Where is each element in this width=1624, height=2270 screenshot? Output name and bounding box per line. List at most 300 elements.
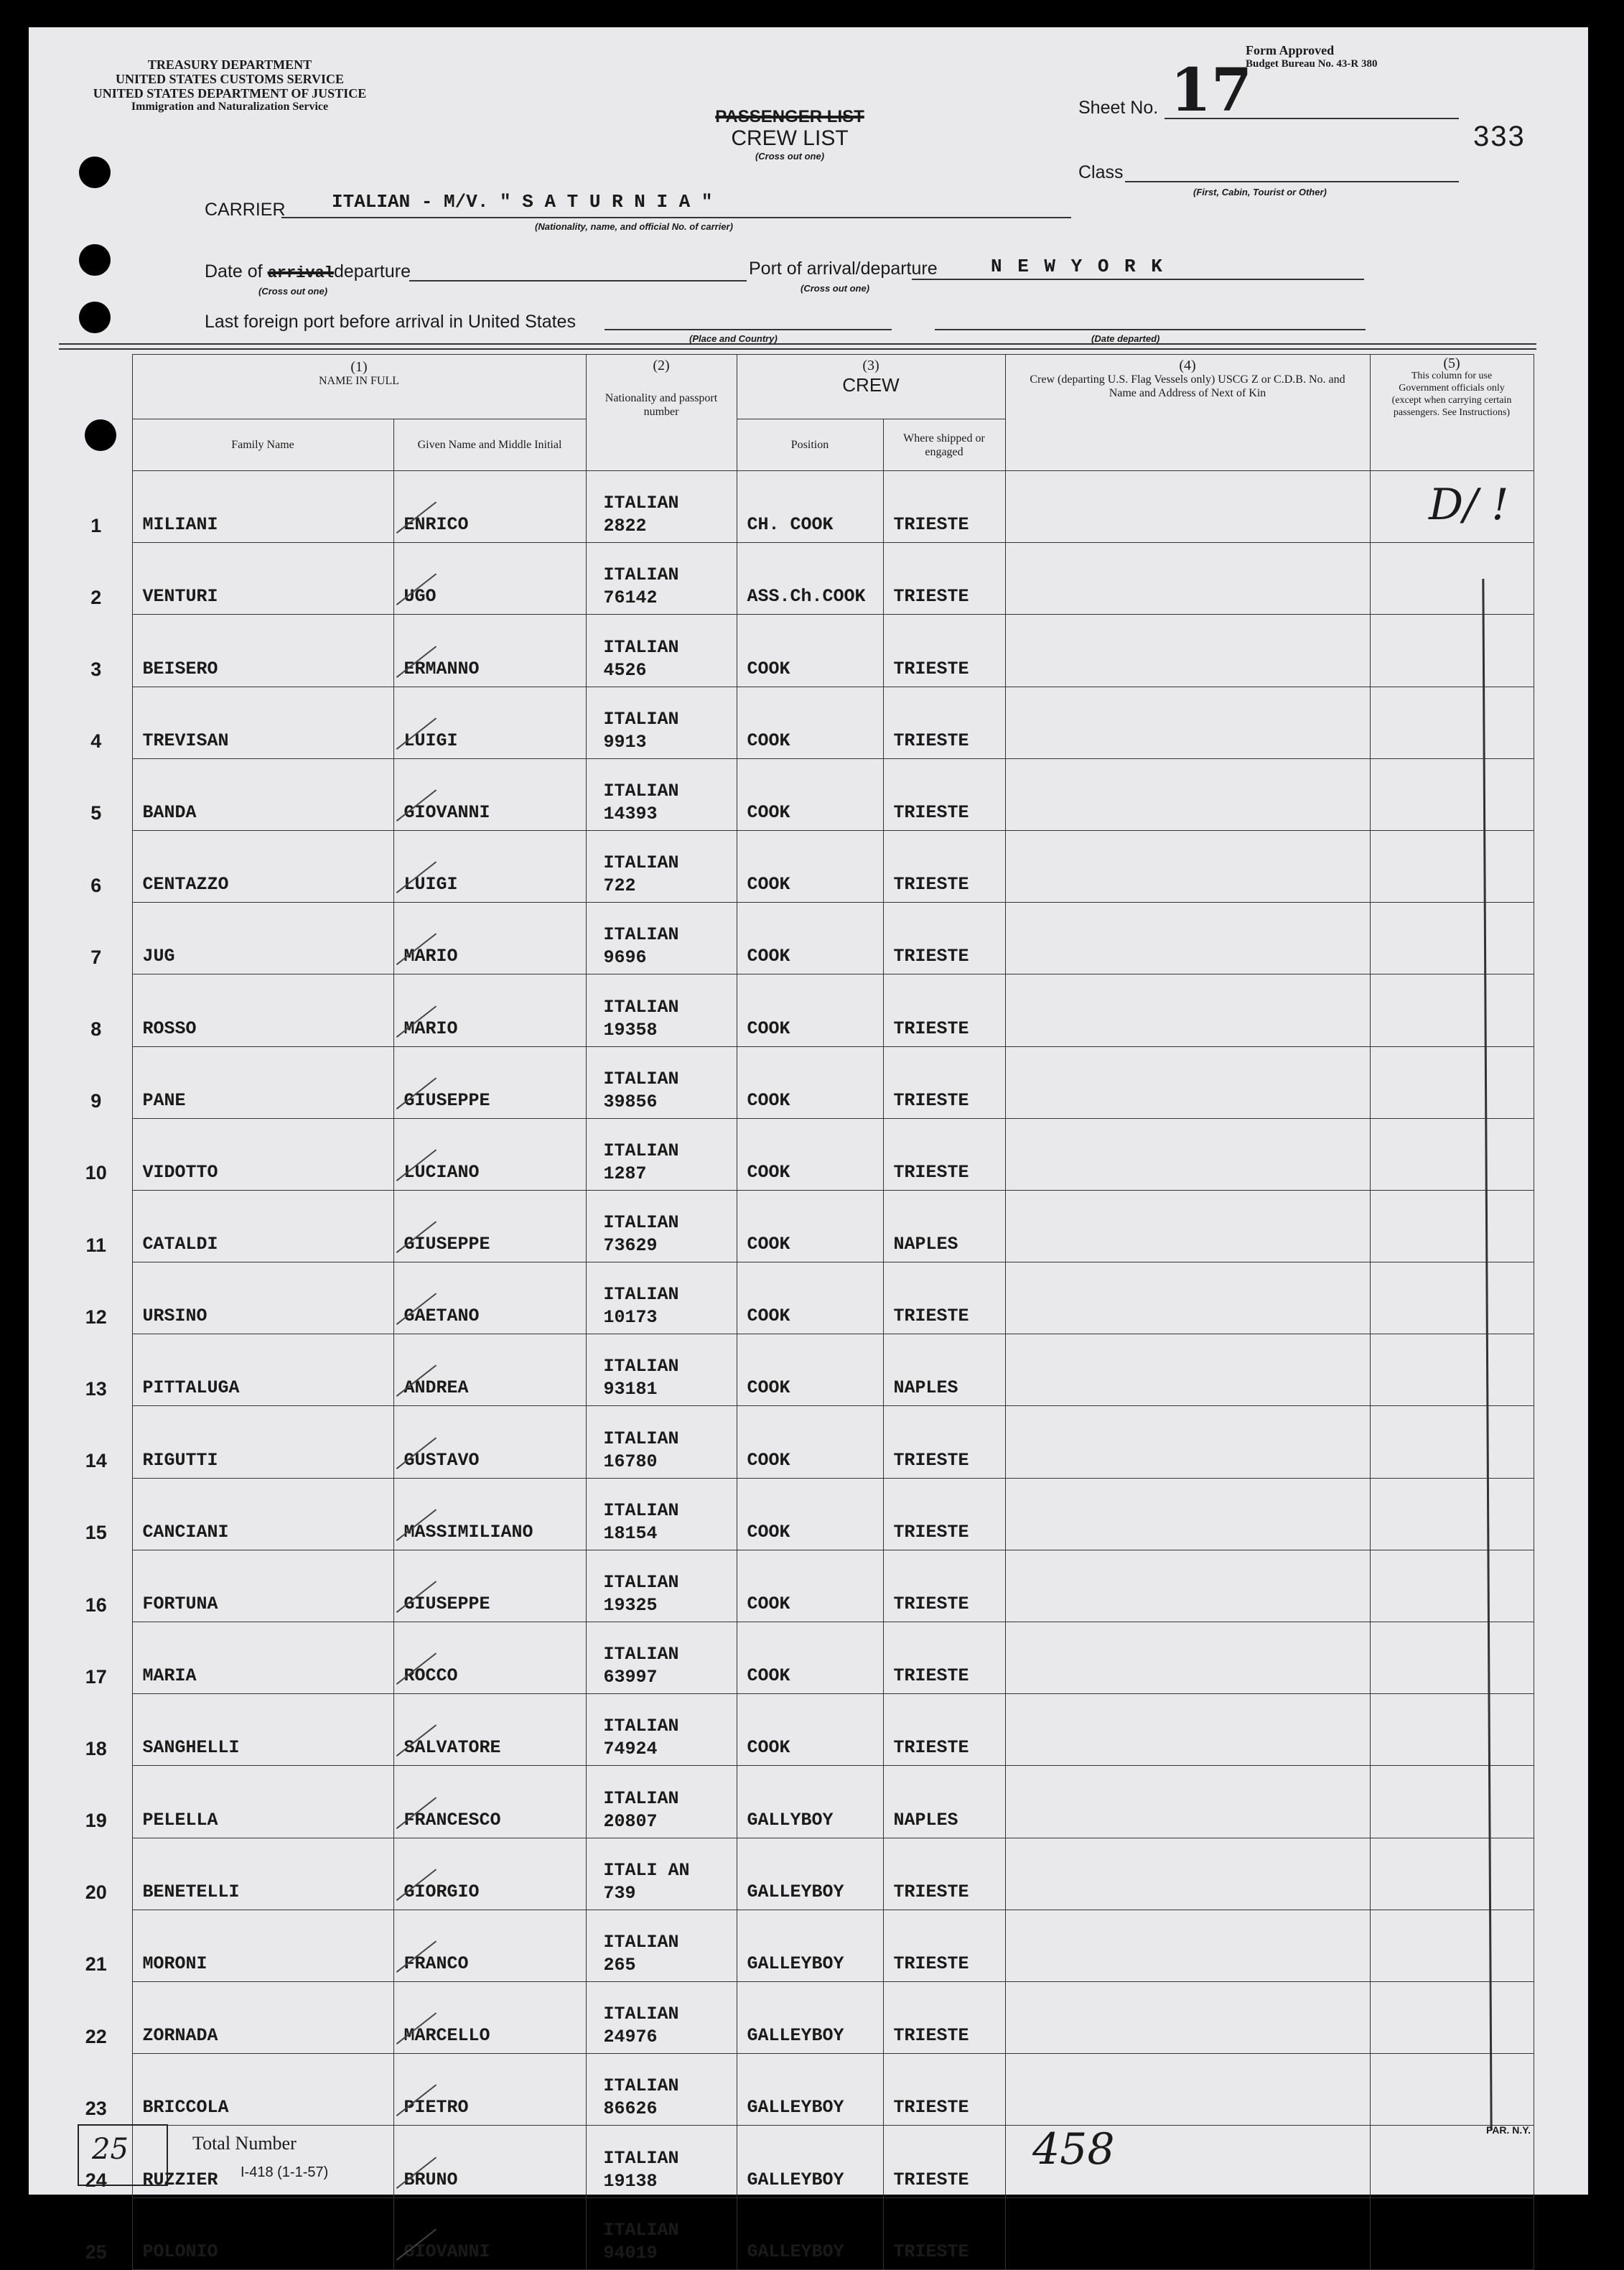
- table-row: [60, 2197, 1534, 2269]
- position: COOK: [737, 1118, 883, 1190]
- given-name-cell: [393, 1406, 586, 1478]
- nationality: ITALI AN: [603, 1859, 690, 1881]
- given-name-cell: [393, 1190, 586, 1262]
- given-name: LUIGI: [403, 874, 458, 896]
- table-row: [60, 2054, 1534, 2126]
- position: GALLYBOY: [737, 1766, 883, 1838]
- nationality: ITALIAN: [603, 708, 679, 730]
- position: COOK: [737, 1190, 883, 1262]
- given-name-cell: [393, 1910, 586, 1981]
- given-name: BRUNO: [403, 2169, 458, 2190]
- given-name: PIETRO: [403, 2097, 469, 2118]
- table-row: [60, 1406, 1534, 1478]
- official-use: [1370, 1262, 1534, 1334]
- nationality-passport: [586, 1910, 737, 1981]
- family-name: VENTURI: [132, 543, 393, 615]
- passport-number: 93181: [603, 1379, 658, 1400]
- col3-header: [737, 355, 1005, 419]
- col1-header: [132, 355, 586, 419]
- given-name-cell: [393, 1766, 586, 1838]
- family-name: URSINO: [132, 1262, 393, 1334]
- table-row: [60, 1838, 1534, 1910]
- given-name-cell: [393, 543, 586, 615]
- given-name: GIOVANNI: [403, 2241, 490, 2262]
- position-header: Position: [737, 419, 883, 471]
- official-use: [1370, 543, 1534, 615]
- form-title: CREW LIST: [731, 126, 849, 150]
- next-of-kin: [1005, 1550, 1370, 1622]
- position: GALLEYBOY: [737, 1981, 883, 2053]
- row-number: 22: [85, 2025, 107, 2047]
- family-name: ZORNADA: [132, 1981, 393, 2053]
- where-shipped-header: Where shipped or engaged: [883, 419, 1005, 471]
- table-row: [60, 615, 1534, 687]
- nationality: ITALIAN: [603, 2147, 679, 2169]
- row-number: 1: [90, 514, 102, 536]
- nationality: ITALIAN: [603, 1284, 679, 1306]
- position: COOK: [737, 1334, 883, 1406]
- col1-title: NAME IN FULL: [319, 375, 399, 387]
- row-number: 24: [85, 2169, 107, 2191]
- given-name-cell: [393, 903, 586, 974]
- next-of-kin: [1005, 687, 1370, 758]
- family-name: SANGHELLI: [132, 1694, 393, 1766]
- nationality-passport: [586, 1046, 737, 1118]
- official-use: [1370, 1910, 1534, 1981]
- passport-number: 73629: [603, 1235, 658, 1257]
- family-name: CANCIANI: [132, 1478, 393, 1550]
- date-label: [205, 261, 411, 282]
- position: COOK: [737, 758, 883, 830]
- family-name: MILIANI: [132, 471, 393, 543]
- given-name: GUSTAVO: [403, 1449, 480, 1471]
- port-label: [749, 259, 938, 279]
- nationality: ITALIAN: [603, 852, 679, 874]
- given-name: MARIO: [403, 1018, 458, 1039]
- given-name-cell: [393, 758, 586, 830]
- nationality: ITALIAN: [603, 924, 679, 946]
- official-use: [1370, 1694, 1534, 1766]
- where-shipped: TRIESTE: [883, 1910, 1005, 1981]
- nationality-passport: [586, 2126, 737, 2197]
- nationality: ITALIAN: [603, 1572, 679, 1593]
- form-approved: [1246, 43, 1378, 70]
- struck-title: PASSENGER LIST: [715, 107, 864, 126]
- row-number: 12: [85, 1306, 107, 1328]
- col3-title: CREW: [842, 374, 900, 396]
- passport-number: 39856: [603, 1091, 658, 1112]
- place-line: [605, 329, 892, 330]
- position: COOK: [737, 1550, 883, 1622]
- table-row: [60, 543, 1534, 615]
- printer-mark: PAR. N.Y.: [1486, 2124, 1531, 2136]
- sheet-label: Sheet No.: [1078, 98, 1159, 118]
- given-name-cell: [393, 1550, 586, 1622]
- crew-table: [60, 354, 1534, 2270]
- nationality-passport: [586, 1262, 737, 1334]
- nationality-passport: [586, 1406, 737, 1478]
- col2-title: Nationality and passport number: [605, 392, 718, 418]
- given-name-cell: [393, 1118, 586, 1190]
- official-use: [1370, 974, 1534, 1046]
- passport-number: 20807: [603, 1810, 658, 1832]
- position: COOK: [737, 615, 883, 687]
- total-box-value: 25: [92, 2133, 129, 2166]
- given-name: UGO: [403, 586, 437, 608]
- next-of-kin: [1005, 2054, 1370, 2126]
- crew-rows: [60, 471, 1534, 2270]
- family-name: MARIA: [132, 1622, 393, 1694]
- agency-line: TREASURY DEPARTMENT: [147, 57, 312, 72]
- given-name-cell: [393, 615, 586, 687]
- table-row: [60, 903, 1534, 974]
- passport-number: 74924: [603, 1739, 658, 1760]
- position: CH. COOK: [737, 471, 883, 543]
- passport-number: 19358: [603, 1019, 658, 1041]
- table-row: [60, 1334, 1534, 1406]
- table-row: [60, 1981, 1534, 2053]
- where-shipped: NAPLES: [883, 1766, 1005, 1838]
- given-name: GIOVANNI: [403, 801, 490, 823]
- official-use: [1370, 1981, 1534, 2053]
- family-name: PANE: [132, 1046, 393, 1118]
- passport-number: 739: [603, 1882, 636, 1904]
- family-name: RIGUTTI: [132, 1406, 393, 1478]
- next-of-kin: [1005, 1406, 1370, 1478]
- passport-number: 16780: [603, 1451, 658, 1472]
- nationality: ITALIAN: [603, 996, 679, 1018]
- document-page: [29, 27, 1588, 2264]
- nationality-passport: [586, 543, 737, 615]
- class-line: [1125, 181, 1459, 182]
- punch-hole: [79, 302, 111, 333]
- passport-number: 14393: [603, 803, 658, 824]
- family-name: BENETELLI: [132, 1838, 393, 1910]
- given-name-cell: [393, 687, 586, 758]
- carrier-value: ITALIAN - M/V. " S A T U R N I A ": [332, 191, 713, 213]
- row-number: 14: [85, 1450, 107, 1472]
- nationality-passport: [586, 1118, 737, 1190]
- passport-number: 86626: [603, 2098, 658, 2120]
- col3-num: (3): [862, 358, 879, 373]
- where-shipped: TRIESTE: [883, 471, 1005, 543]
- next-of-kin: [1005, 1046, 1370, 1118]
- position: COOK: [737, 830, 883, 902]
- next-of-kin: [1005, 615, 1370, 687]
- where-shipped: TRIESTE: [883, 903, 1005, 974]
- nationality-passport: [586, 1622, 737, 1694]
- table-row: [60, 1118, 1534, 1190]
- nationality: ITALIAN: [603, 1931, 679, 1953]
- class-label: Class: [1078, 162, 1124, 182]
- official-use: [1370, 615, 1534, 687]
- next-of-kin: [1005, 1910, 1370, 1981]
- nationality: ITALIAN: [603, 1499, 679, 1521]
- row-number: 10: [85, 1162, 107, 1184]
- position: GALLEYBOY: [737, 2054, 883, 2126]
- table-row: [60, 974, 1534, 1046]
- official-use: [1370, 1190, 1534, 1262]
- given-name: GIUSEPPE: [403, 1594, 490, 1614]
- col2-num: (2): [653, 358, 670, 373]
- given-name-cell: [393, 2054, 586, 2126]
- given-name: ERMANNO: [403, 658, 480, 679]
- col5-num: (5): [1443, 355, 1460, 371]
- nationality-passport: [586, 830, 737, 902]
- given-name: MARIO: [403, 946, 458, 967]
- port-value: N E W Y O R K: [991, 256, 1165, 277]
- official-use: [1370, 2054, 1534, 2126]
- stamp-number: 333: [1473, 121, 1526, 152]
- given-name-header: Given Name and Middle Initial: [393, 419, 586, 471]
- family-name: BANDA: [132, 758, 393, 830]
- official-use: [1370, 1622, 1534, 1694]
- where-shipped: TRIESTE: [883, 1406, 1005, 1478]
- sheet-number: 17: [1170, 56, 1253, 125]
- where-shipped: TRIESTE: [883, 1046, 1005, 1118]
- nationality: ITALIAN: [603, 636, 679, 658]
- row-number: 9: [90, 1090, 102, 1112]
- nationality-passport: [586, 758, 737, 830]
- passport-number: 19325: [603, 1595, 658, 1616]
- passport-number: 94019: [603, 2242, 658, 2264]
- table-row: [60, 1550, 1534, 1622]
- where-shipped: TRIESTE: [883, 1622, 1005, 1694]
- where-shipped: TRIESTE: [883, 1118, 1005, 1190]
- where-shipped: NAPLES: [883, 1190, 1005, 1262]
- row-number: 2: [90, 586, 102, 608]
- given-name: MASSIMILIANO: [403, 1521, 533, 1543]
- nationality: ITALIAN: [603, 780, 679, 801]
- passport-number: 1287: [603, 1163, 647, 1184]
- row-number: 20: [85, 1881, 107, 1904]
- given-name: GIUSEPPE: [403, 1089, 490, 1111]
- passport-number: 76142: [603, 587, 658, 609]
- agency-block: [72, 57, 388, 113]
- col2-header: [586, 355, 737, 471]
- passport-number: 9913: [603, 731, 647, 753]
- row-number: 21: [85, 1953, 107, 1976]
- where-shipped: TRIESTE: [883, 2197, 1005, 2269]
- date-label-suffix: departure: [333, 261, 411, 282]
- position: COOK: [737, 1406, 883, 1478]
- nationality-passport: [586, 903, 737, 974]
- next-of-kin: [1005, 758, 1370, 830]
- family-name: TREVISAN: [132, 687, 393, 758]
- carrier-label: CARRIER: [205, 200, 286, 220]
- nationality-passport: [586, 1550, 737, 1622]
- col5-header: [1370, 355, 1534, 471]
- where-shipped: TRIESTE: [883, 2126, 1005, 2197]
- next-of-kin: [1005, 830, 1370, 902]
- table-row: [60, 758, 1534, 830]
- nationality-passport: [586, 1334, 737, 1406]
- nationality: ITALIAN: [603, 1644, 679, 1665]
- place-hint: (Place and Country): [689, 333, 778, 344]
- position: COOK: [737, 903, 883, 974]
- official-use: [1370, 1838, 1534, 1910]
- passport-number: 10173: [603, 1307, 658, 1329]
- passport-number: 9696: [603, 947, 647, 969]
- family-name: BRICCOLA: [132, 2054, 393, 2126]
- family-name: RUZZIER: [132, 2126, 393, 2197]
- next-of-kin: [1005, 1622, 1370, 1694]
- passport-number: 63997: [603, 1667, 658, 1688]
- last-port-label: Last foreign port before arrival in United States: [205, 312, 576, 332]
- position: COOK: [737, 1478, 883, 1550]
- nationality: ITALIAN: [603, 1787, 679, 1809]
- cross-out-hint-port: (Cross out one): [801, 283, 870, 294]
- nationality: ITALIAN: [603, 564, 679, 586]
- nationality: ITALIAN: [603, 1356, 679, 1377]
- punch-hole: [79, 244, 111, 276]
- row-number: 16: [85, 1594, 107, 1616]
- nationality-passport: [586, 974, 737, 1046]
- row-number: 13: [85, 1377, 107, 1400]
- given-name-cell: [393, 974, 586, 1046]
- nationality: ITALIAN: [603, 1068, 679, 1089]
- passport-number: 18154: [603, 1522, 658, 1544]
- official-use: [1370, 1334, 1534, 1406]
- punch-hole: [79, 157, 111, 188]
- official-use: [1370, 687, 1534, 758]
- where-shipped: NAPLES: [883, 1334, 1005, 1406]
- passport-number: 265: [603, 1954, 636, 1976]
- given-name: LUCIANO: [403, 1161, 480, 1183]
- given-name: FRANCO: [403, 1953, 469, 1974]
- passport-number: 2822: [603, 516, 647, 537]
- table-row: [60, 1478, 1534, 1550]
- given-name-cell: [393, 471, 586, 543]
- where-shipped: TRIESTE: [883, 974, 1005, 1046]
- port-line: [912, 279, 1364, 280]
- official-use: [1370, 2197, 1534, 2269]
- col4-title: Crew (departing U.S. Flag Vessels only) USCG Z or C.D.B. No. and Name and Address of Next of Kin: [1030, 373, 1345, 399]
- nationality: ITALIAN: [603, 1428, 679, 1449]
- next-of-kin: [1005, 1838, 1370, 1910]
- form-approved-label: Form Approved: [1246, 43, 1335, 57]
- family-name: VIDOTTO: [132, 1118, 393, 1190]
- position: GALLEYBOY: [737, 2197, 883, 2269]
- family-name: POLONIO: [132, 2197, 393, 2269]
- official-use: [1370, 2126, 1534, 2197]
- table-row: [60, 1910, 1534, 1981]
- family-name: BEISERO: [132, 615, 393, 687]
- where-shipped: TRIESTE: [883, 2054, 1005, 2126]
- where-shipped: TRIESTE: [883, 543, 1005, 615]
- table-row: [60, 1190, 1534, 1262]
- nationality: ITALIAN: [603, 2075, 679, 2097]
- given-name-cell: [393, 1622, 586, 1694]
- given-name: LUIGI: [403, 730, 458, 751]
- form-number: I-418 (1-1-57): [241, 2164, 329, 2180]
- row-number: 11: [85, 1234, 107, 1256]
- family-name: CATALDI: [132, 1190, 393, 1262]
- given-name-cell: [393, 2126, 586, 2197]
- nationality-passport: [586, 1766, 737, 1838]
- position: COOK: [737, 687, 883, 758]
- row-number: 3: [90, 659, 102, 681]
- given-name-cell: [393, 1046, 586, 1118]
- next-of-kin: [1005, 2197, 1370, 2269]
- family-name: JUG: [132, 903, 393, 974]
- row-number: 5: [90, 802, 102, 824]
- nationality-passport: [586, 471, 737, 543]
- family-name-header: Family Name: [132, 419, 393, 471]
- where-shipped: TRIESTE: [883, 615, 1005, 687]
- family-name: FORTUNA: [132, 1550, 393, 1622]
- col5-handwritten-mark: D/ !: [1429, 480, 1509, 530]
- table-row: [60, 1766, 1534, 1838]
- given-name: FRANCESCO: [403, 1809, 501, 1831]
- row-number: 17: [85, 1665, 107, 1688]
- given-name: ROCCO: [403, 1665, 458, 1687]
- position: ASS.Ch.COOK: [737, 543, 883, 615]
- col5-title: This column for use Government officials only (except when carrying certain passengers. See Instructions): [1391, 371, 1512, 418]
- position: GALLEYBOY: [737, 2126, 883, 2197]
- official-use: [1370, 1766, 1534, 1838]
- position: COOK: [737, 974, 883, 1046]
- given-name: ENRICO: [403, 514, 469, 536]
- row-number: 6: [90, 874, 102, 896]
- nationality: ITALIAN: [603, 2219, 679, 2241]
- date-departed-hint: (Date departed): [1091, 333, 1160, 344]
- position: GALLEYBOY: [737, 1910, 883, 1981]
- next-of-kin: [1005, 1190, 1370, 1262]
- agency-line: Immigration and Naturalization Service: [131, 101, 329, 113]
- official-use: [1370, 758, 1534, 830]
- col1-num: (1): [350, 359, 368, 375]
- given-name-cell: [393, 1478, 586, 1550]
- position: COOK: [737, 1694, 883, 1766]
- row-number: 4: [90, 730, 102, 753]
- passport-number: 4526: [603, 659, 647, 681]
- passport-number: 19138: [603, 2170, 658, 2192]
- table-row: [60, 687, 1534, 758]
- passport-number: 24976: [603, 2027, 658, 2048]
- given-name: GIUSEPPE: [403, 1234, 490, 1255]
- row-number: 19: [85, 1810, 107, 1832]
- header-rule: [59, 343, 1536, 350]
- next-of-kin: [1005, 1334, 1370, 1406]
- given-name: SALVATORE: [403, 1737, 501, 1759]
- row-number: 15: [85, 1522, 107, 1544]
- table-row: [60, 1622, 1534, 1694]
- next-of-kin: [1005, 974, 1370, 1046]
- next-of-kin: [1005, 471, 1370, 543]
- where-shipped: TRIESTE: [883, 758, 1005, 830]
- where-shipped: TRIESTE: [883, 1694, 1005, 1766]
- table-row: [60, 1262, 1534, 1334]
- table-row: [60, 471, 1534, 543]
- nationality-passport: [586, 687, 737, 758]
- table-row: [60, 1694, 1534, 1766]
- cross-out-hint: (Cross out one): [755, 151, 825, 162]
- passport-number: 722: [603, 875, 636, 897]
- given-name-cell: [393, 1262, 586, 1334]
- next-of-kin: [1005, 1262, 1370, 1334]
- next-of-kin: [1005, 1766, 1370, 1838]
- given-name-cell: [393, 830, 586, 902]
- nationality-passport: [586, 2197, 737, 2269]
- port-label-text: Port of arrival/departure: [749, 259, 938, 279]
- budget-bureau: Budget Bureau No. 43-R 380: [1246, 58, 1378, 70]
- given-name-cell: [393, 1981, 586, 2053]
- given-name: GAETANO: [403, 1306, 480, 1327]
- handwritten-note: 458: [1032, 2124, 1115, 2174]
- row-number: 25: [85, 2241, 107, 2264]
- next-of-kin: [1005, 1981, 1370, 2053]
